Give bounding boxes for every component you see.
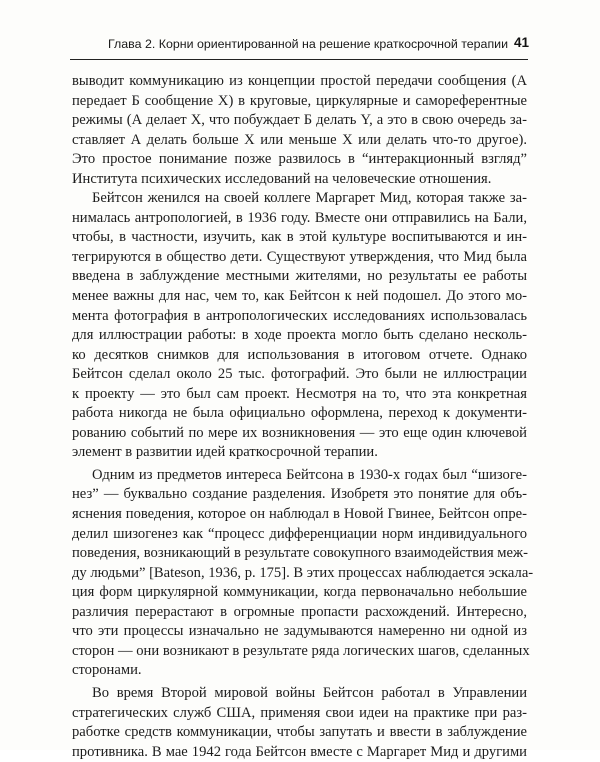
text-line: менее важны для нас, чем то, как Бейтсон к ней подошел. До этого мо- (72, 288, 527, 305)
text-line: яснения поведения, которое он наблюдал в Новой Гвинее, Бейтсон опре- (72, 506, 527, 523)
text-line: ставляет А делать больше X или меньше X или делать что-то другое). (72, 131, 527, 148)
text-line: что эти процессы изначально не задумываются намеренно ни одной из (72, 623, 527, 640)
text-line: введена в заблуждение местными жителями, но результаты ее работы (72, 268, 527, 285)
page-number: 41 (513, 35, 529, 50)
text-line: ция форм циркулярной коммуникации, когда первоначально небольшие (72, 584, 527, 601)
text-line: рованию событий по мере их возникновения — это еще один ключевой (72, 424, 527, 441)
text-line: чтобы, в частности, изучить, как в этой культуре воспитываются и ин- (72, 229, 527, 246)
text-line: поведения, возникающий в результате совокупного взаимодействия меж- (72, 545, 528, 562)
text-line: тегрируются в общество дети. Существуют утверждения, что Мид была (72, 248, 527, 265)
paragraph-4 (72, 684, 527, 762)
text-line: к проекту — это был сам проект. Несмотря на то, что эта конкретная (72, 385, 527, 402)
text-line: передает Б сообщение X) в круговые, циркулярные и самореферентные (72, 92, 527, 109)
text-line: Института психических исследований на человеческие отношения. (72, 170, 492, 187)
paragraph-1 (72, 72, 527, 189)
text-line: Одним из предметов интереса Бейтсона в 1930-х годах был “шизоге- (92, 466, 527, 483)
text-line: нималась антропологией, в 1936 году. Вместе они отправились на Бали, (72, 209, 527, 226)
paragraph-2 (72, 189, 527, 463)
text-line: работа никогда не была официально оформлена, переход к документи- (72, 405, 527, 422)
header-rule (70, 59, 528, 60)
text-line: Во время Второй мировой войны Бейтсон работал в Управлении (92, 684, 527, 701)
text-line: Бейтсон женился на своей коллеге Маргарет Мид, которая также за- (92, 190, 527, 207)
text-line: противника. В мае 1942 года Бейтсон вместе с Маргарет Мид и другими (72, 743, 527, 760)
text-line: ду людьми” [Bateson, 1936, p. 175]. В этих процессах наблюдается эскала- (72, 564, 534, 581)
text-line: различия перерастают в огромные пропасти расхождений. Интересно, (72, 603, 527, 620)
text-line: ко десятков снимков для использования в итоговом отчете. Однако (72, 346, 527, 363)
text-line: делил шизогенез как “процесс дифференциации норм индивидуального (72, 525, 527, 542)
text-line: работке средств коммуникации, чтобы запутать и ввести в заблуждение (72, 724, 527, 741)
body-text (72, 72, 534, 762)
text-line: для иллюстрации работы: в ходе проекта могло быть сделано несколь- (72, 327, 527, 344)
text-line: стратегических служб США, применяя свои идеи на практике при раз- (72, 704, 527, 721)
text-line: сторонами. (72, 662, 142, 679)
running-title: Глава 2. Корни ориентированной на решение краткосрочной терапии (108, 37, 508, 51)
paragraph-3 (72, 466, 534, 681)
text-line: элемент в развитии идей краткосрочной терапии. (72, 444, 378, 461)
text-line: режимы (А делает X, что побуждает Б делать Y, а это в свою очередь за- (72, 112, 527, 129)
text-line: нез” — буквально создание разделения. Изобретя это понятие для объ- (72, 486, 527, 503)
text-line: мента фотография в антропологических исследованиях использовалась (72, 307, 527, 324)
text-line: выводит коммуникацию из концепции простой передачи сообщения (А (72, 73, 527, 89)
text-line: Бейтсон сделал около 25 тыс. фотографий. Это были не иллюстрации (72, 366, 527, 383)
running-header (0, 35, 600, 57)
text-line: Это простое понимание позже развилось в “интеракционный взгляд” (72, 151, 527, 168)
text-line: сторон — они возникают в результате ряда логических шагов, сделанных (72, 642, 530, 659)
